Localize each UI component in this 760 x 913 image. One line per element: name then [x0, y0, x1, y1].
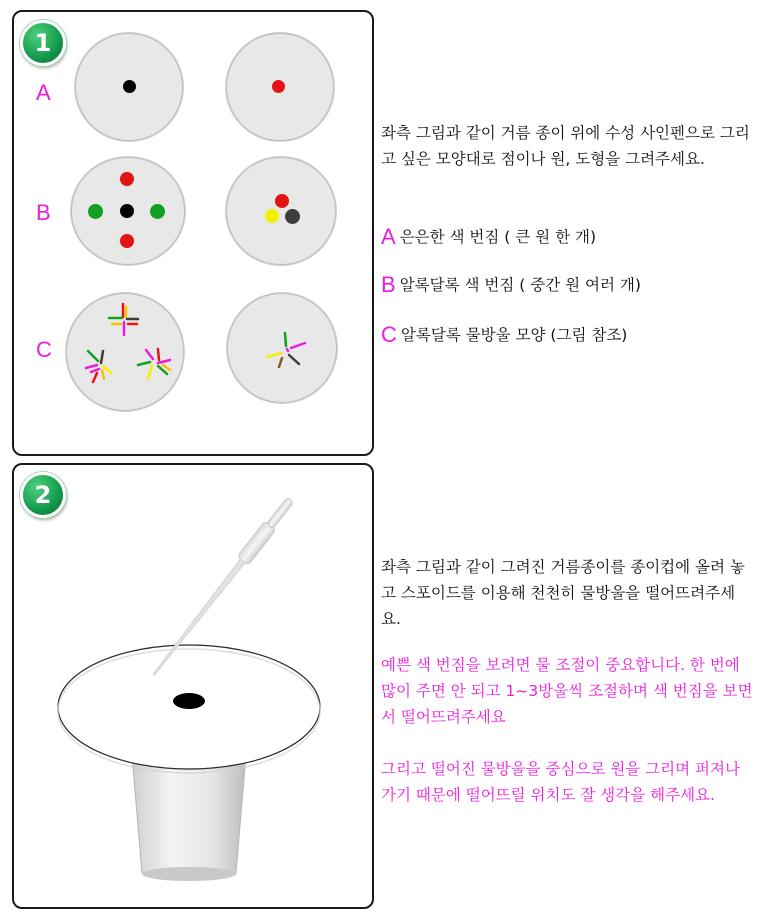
marker-lines-left	[66, 293, 184, 411]
option-c-letter: C	[381, 322, 397, 347]
ink-dot-green-left	[88, 204, 103, 219]
ink-dot-darkgray	[285, 209, 300, 224]
step2-badge: 2	[20, 472, 66, 518]
ink-dot-black-center	[120, 204, 134, 218]
marker-lines-right	[227, 293, 337, 403]
option-a-letter: A	[381, 224, 396, 249]
option-c	[381, 322, 627, 348]
step2-note: 그리고 떨어진 물방울을 중심으로 원을 그리며 퍼져나가기 때문에 떨어뜨릴 위치도 잘 생각을 해주세요.	[381, 760, 740, 804]
option-a	[381, 224, 596, 250]
row-label-a: A	[36, 80, 51, 105]
step1-description: 좌측 그림과 같이 거름 종이 위에 수성 사인펜으로 그리고 싶은 모양대로 점이나 원, 도형을 그려주세요.	[381, 124, 750, 168]
ink-dot-red	[275, 194, 289, 208]
step2-tip: 예쁜 색 번짐을 보려면 물 조절이 중요합니다. 한 번에 많이 주면 안 되고 1~3방울씩 조절하며 색 번짐을 보면서 떨어뜨려주세요	[381, 656, 753, 726]
ink-dot-red-bottom	[120, 234, 134, 248]
row-label-c: C	[36, 337, 52, 362]
ink-dot-green-right	[150, 204, 165, 219]
option-c-text: 알록달록 물방울 모양 (그림 참조)	[400, 326, 628, 344]
filter-paper-b-right	[226, 157, 336, 265]
option-b-letter: B	[381, 272, 396, 297]
step2-description: 좌측 그림과 같이 그려진 거름종이를 종이컵에 올려 놓고 스포이드를 이용해 천천히 물방울을 떨어뜨려주세요.	[381, 558, 745, 628]
option-a-text: 은은한 색 번짐 ( 큰 원 한 개)	[399, 228, 597, 246]
row-label-b: B	[36, 200, 51, 225]
ink-dot-red	[272, 80, 285, 93]
paper-cup	[132, 755, 246, 881]
option-b	[381, 272, 641, 298]
ink-dot	[173, 693, 205, 709]
step1-badge: 1	[20, 20, 66, 66]
ink-dot-red-top	[120, 172, 134, 186]
cup-and-dropper-illustration	[14, 485, 372, 905]
option-b-text: 알록달록 색 번짐 ( 중간 원 여러 개)	[399, 276, 641, 294]
ink-dot-black	[123, 80, 136, 93]
ink-dot-yellow	[265, 209, 279, 223]
